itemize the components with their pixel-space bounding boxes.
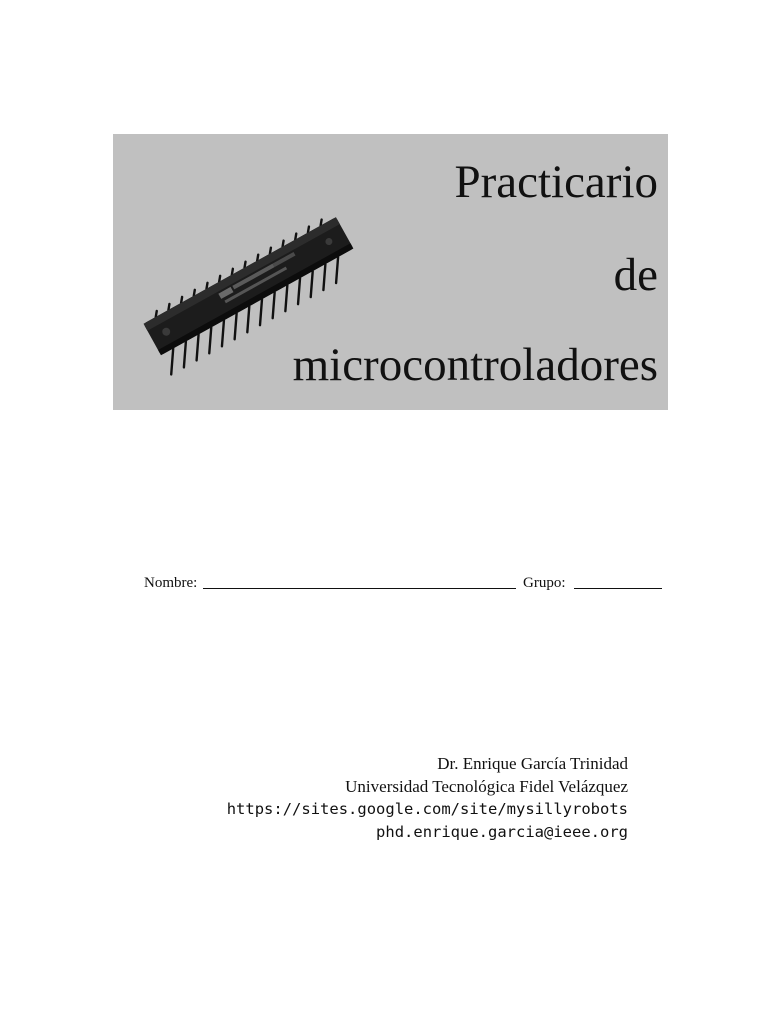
- chip-pin: [298, 278, 300, 304]
- chip-pin: [168, 304, 169, 310]
- chip-pin: [270, 248, 271, 254]
- chip-pin: [206, 283, 207, 289]
- chip-pin: [311, 271, 313, 297]
- grupo-label: Grupo:: [523, 575, 566, 591]
- author-email[interactable]: phd.enrique.garcia@ieee.org: [376, 823, 628, 841]
- author-block: [227, 752, 628, 844]
- chip-pin: [260, 299, 262, 325]
- chip-pin: [247, 306, 249, 332]
- chip-pin: [232, 269, 233, 275]
- chip-pin: [156, 311, 157, 317]
- chip-pin: [235, 313, 237, 339]
- cover-banner: [113, 134, 668, 410]
- title-line-1: Practicario: [454, 156, 658, 208]
- title-line-2: de: [613, 249, 658, 301]
- chip-pin: [321, 220, 322, 226]
- chip-pin: [283, 241, 284, 247]
- chip-pin: [323, 264, 325, 290]
- chip-pin: [257, 255, 258, 261]
- grupo-blank-line[interactable]: [574, 588, 662, 589]
- nombre-blank-line[interactable]: [203, 588, 516, 589]
- author-institution: Universidad Tecnológica Fidel Velázquez: [345, 777, 628, 796]
- chip-pin: [273, 292, 275, 318]
- chip-pin: [209, 327, 211, 353]
- chip-pin: [245, 262, 246, 268]
- chip-pin: [285, 285, 287, 311]
- nombre-label: Nombre:: [144, 575, 198, 591]
- chip-pin: [194, 290, 195, 296]
- title-line-3: microcontroladores: [292, 339, 658, 391]
- chip-pin: [171, 348, 173, 374]
- chip-pin: [197, 334, 199, 360]
- author-name: Dr. Enrique García Trinidad: [437, 754, 628, 773]
- chip-pin: [222, 320, 224, 346]
- chip-pin: [184, 341, 186, 367]
- chip-pin: [308, 227, 309, 233]
- chip-pin: [219, 276, 220, 282]
- chip-pin: [181, 297, 182, 303]
- author-website[interactable]: https://sites.google.com/site/mysillyrobots: [226, 800, 628, 818]
- student-info-form: [144, 573, 664, 597]
- chip-pin: [295, 234, 296, 240]
- chip-pin: [336, 257, 338, 283]
